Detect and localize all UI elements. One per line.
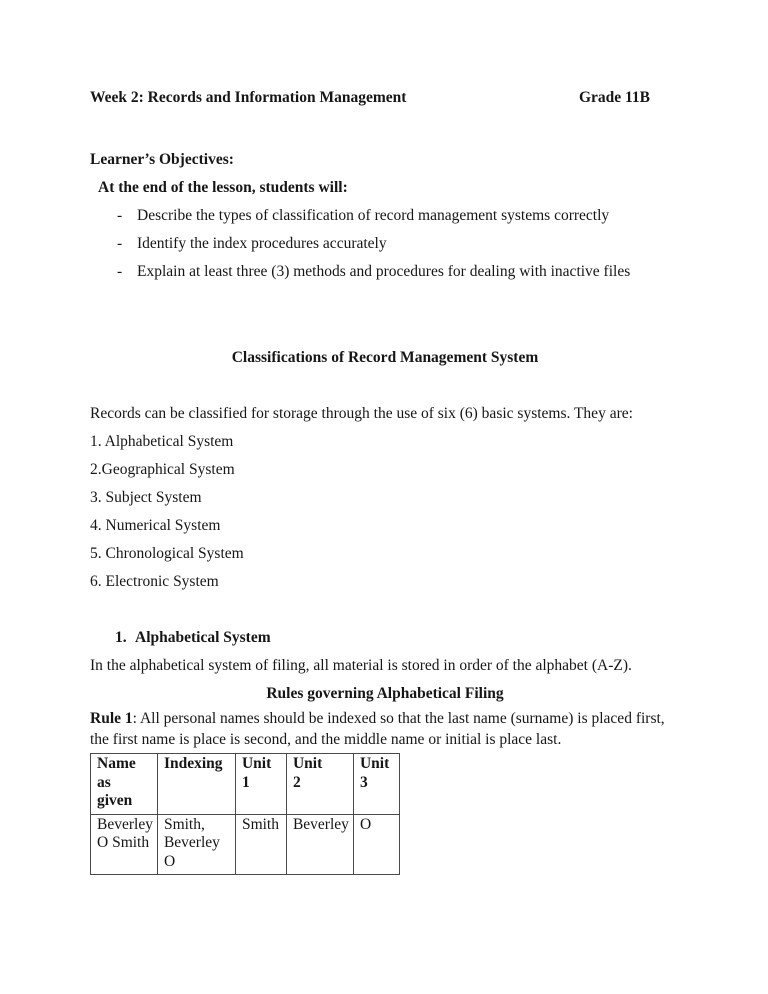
- rule-label: Rule 1: [90, 710, 133, 727]
- rule-text: : All personal names should be indexed so that the last name (surname) is placed first, the first name is place is second, and the middle name or initial is place last.: [90, 710, 665, 748]
- table-header-cell: Unit 3: [353, 754, 399, 815]
- system-list-item: 5. Chronological System: [90, 545, 244, 562]
- rule-paragraph: [90, 708, 680, 750]
- subsection-number: 1.: [115, 629, 127, 646]
- subsection-heading: [90, 624, 680, 652]
- table-header-row: [91, 754, 400, 815]
- section-title: Classifications of Record Management System: [231, 349, 539, 366]
- objective-item: [90, 202, 680, 230]
- system-list-item: 6. Electronic System: [90, 573, 219, 590]
- table-cell: Smith: [235, 814, 286, 875]
- system-list-item: 2.Geographical System: [90, 461, 235, 478]
- dash-bullet: -: [117, 207, 123, 224]
- table-header-cell: Unit 1: [235, 754, 286, 815]
- table-row: [91, 814, 400, 875]
- table-header-cell: Unit 2: [286, 754, 353, 815]
- indexing-table: [90, 753, 400, 875]
- objective-text: Describe the types of classification of record management systems correctly: [137, 207, 610, 224]
- dash-bullet: -: [117, 235, 123, 252]
- subsection-body: In the alphabetical system of filing, all material is stored in order of the alphabet (A-Z).: [90, 657, 632, 674]
- dash-bullet: -: [117, 263, 123, 280]
- table-header-cell: Indexing: [157, 754, 235, 815]
- objectives-intro: At the end of the lesson, students will:: [98, 179, 348, 196]
- subsection-title: Alphabetical System: [135, 629, 271, 646]
- system-list-item: 3. Subject System: [90, 489, 202, 506]
- table-header-cell: Name as given: [91, 754, 158, 815]
- objective-text: Identify the index procedures accurately: [137, 235, 387, 252]
- grade-label: Grade 11B: [578, 89, 650, 106]
- systems-intro: Records can be classified for storage through the use of six (6) basic systems. They are:: [90, 405, 633, 422]
- system-list-item: 1. Alphabetical System: [90, 433, 234, 450]
- table-cell: Smith, Beverley O: [157, 814, 235, 875]
- table-cell: O: [353, 814, 399, 875]
- objectives-heading: Learner’s Objectives:: [90, 151, 234, 168]
- table-cell: Beverley O Smith: [91, 814, 158, 875]
- rules-heading: Rules governing Alphabetical Filing: [266, 685, 504, 702]
- table-cell: Beverley: [286, 814, 353, 875]
- document-header: [90, 84, 680, 112]
- objective-text: Explain at least three (3) methods and procedures for dealing with inactive files: [137, 263, 631, 280]
- system-list-item: 4. Numerical System: [90, 517, 221, 534]
- objective-item: [90, 230, 680, 258]
- doc-title: Week 2: Records and Information Management: [90, 89, 407, 106]
- objective-item: [90, 258, 680, 286]
